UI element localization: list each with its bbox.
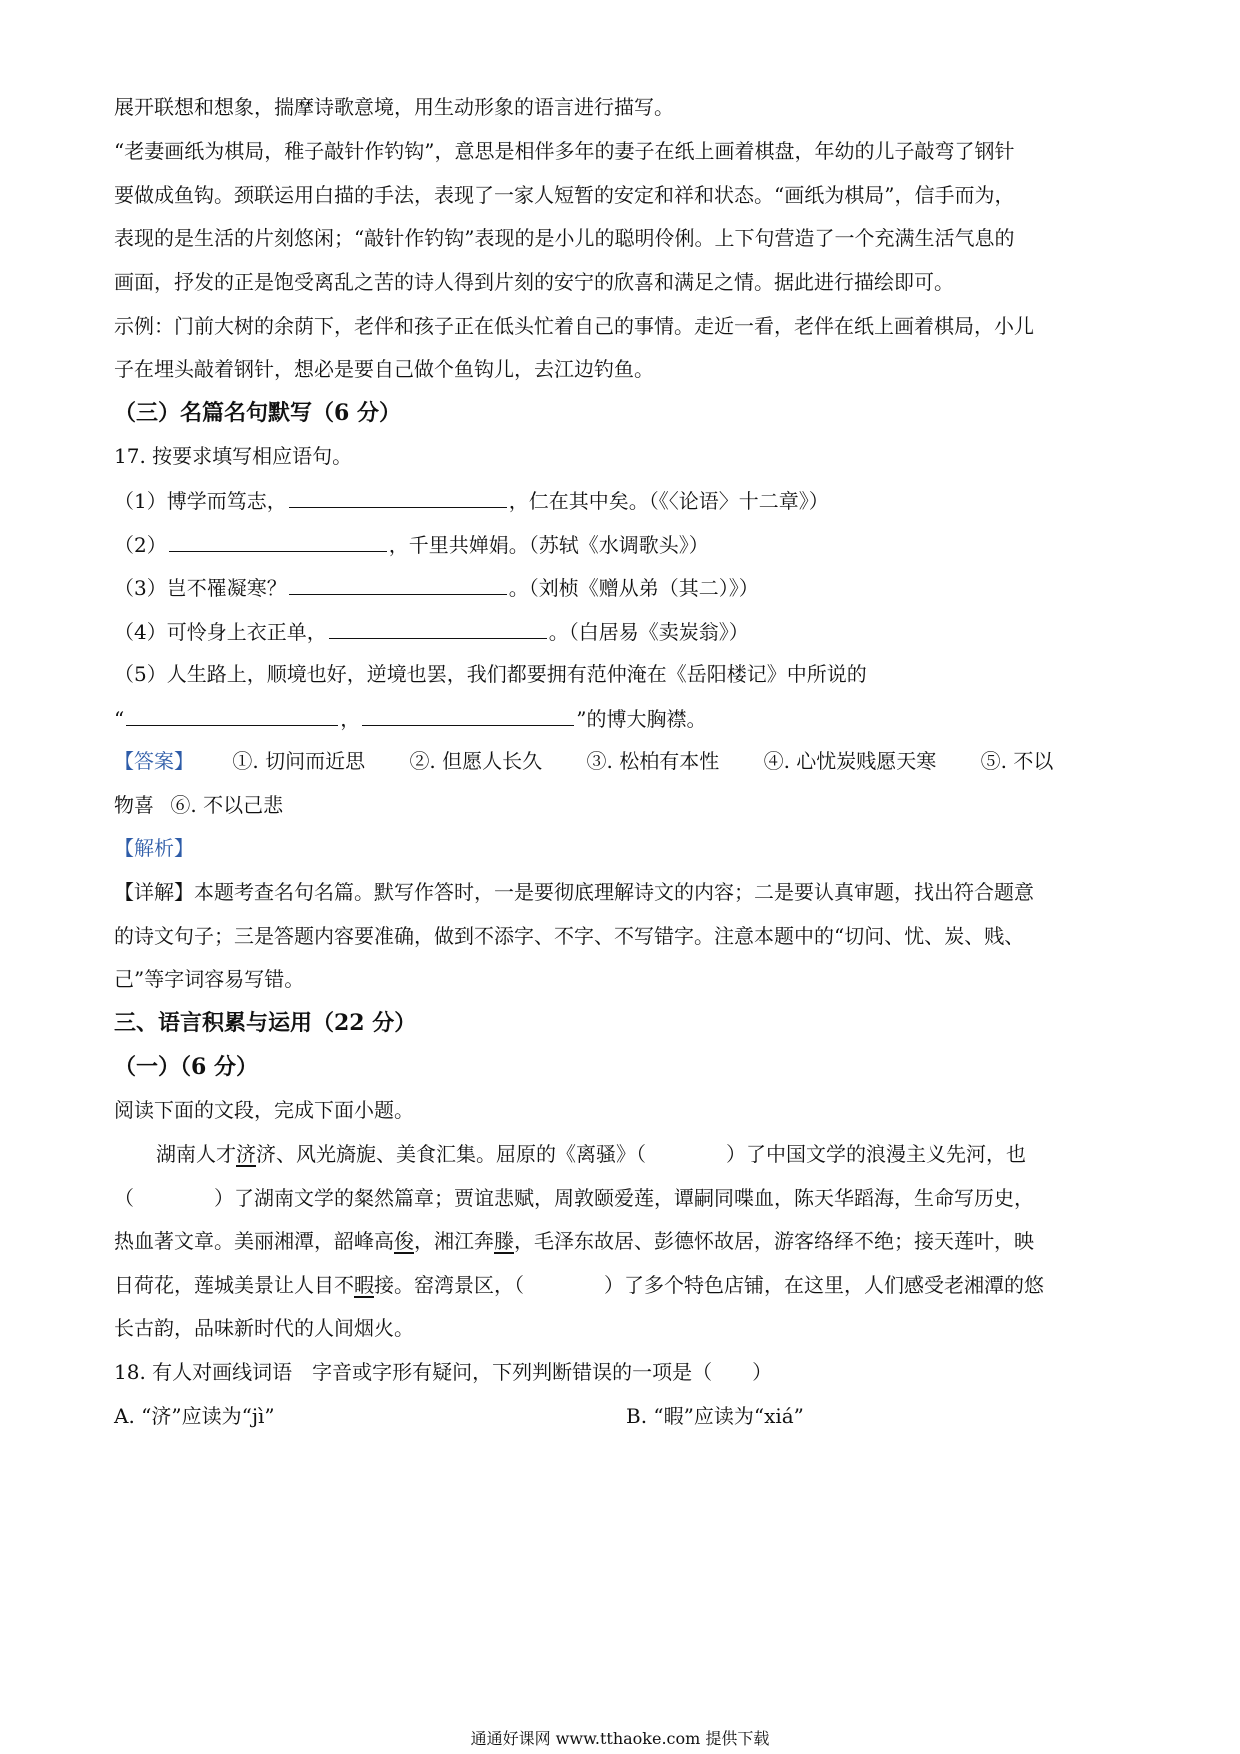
fill-blank [362, 703, 574, 726]
analysis-line: 表现的是生活的片刻悠闲；“敲针作钓钩”表现的是小儿的聪明伶俐。上下句营造了一个充满生活气息的 [114, 226, 1015, 250]
item-text: （1）博学而笃志， [114, 489, 287, 513]
fill-blank [126, 703, 338, 726]
item-text: （2） [114, 533, 167, 557]
question-stem: 17. 按要求填写相应语句。 [114, 444, 353, 468]
passage-line [114, 1270, 1134, 1300]
answer-item: ⑥. 不以己悲 [170, 793, 284, 817]
reading-intro: 阅读下面的文段，完成下面小题。 [114, 1098, 414, 1122]
passage-line [156, 1139, 1136, 1169]
question-item-1 [114, 485, 1134, 516]
answer-tag: 【答案】 [114, 749, 194, 773]
analysis-line: 展开联想和想象，揣摩诗歌意境，用生动形象的语言进行描写。 [114, 95, 674, 119]
answer-item: ②. 但愿人长久 [409, 749, 543, 773]
item-text: 。（刘桢《赠从弟（其二）》） [508, 576, 759, 600]
question-item-5-blanks [114, 703, 1134, 734]
item-text: （4）可怜身上衣正单， [114, 620, 327, 644]
answer-item: ①. 切问而近思 [232, 749, 366, 773]
option-b: B. “暇”应读为“xiá” [626, 1404, 804, 1428]
item-text: ， [340, 707, 361, 731]
analysis-line: “老妻画纸为棋局，稚子敲针作钓钩”，意思是相伴多年的妻子在纸上画着棋盘，年幼的儿子敲弯了钢针 [114, 139, 1015, 163]
item-text: （3）岂不罹凝寒？ [114, 576, 287, 600]
example-line: 子在埋头敲着钢针，想必是要自己做个鱼钩儿，去江边钓鱼。 [114, 357, 654, 381]
fill-blank [289, 572, 507, 595]
passage-text: 热血著文章。美丽湘潭，韶峰高 [114, 1229, 394, 1253]
item-text: ”的博大胸襟。 [576, 707, 707, 731]
fill-blank [289, 485, 507, 508]
answer-line [114, 790, 1134, 820]
passage-text: ）了中国文学的浪漫主义先河，也 [726, 1142, 1026, 1166]
page-footer: 通通好课网 www.tthaoke.com 提供下载 [470, 1729, 770, 1748]
passage-text: 接。窑湾景区，（ [374, 1273, 524, 1297]
underlined-char: 暇 [354, 1273, 374, 1297]
passage-line: 长古韵，品味新时代的人间烟火。 [114, 1316, 414, 1340]
underlined-char: 济 [236, 1142, 256, 1166]
question-item-4 [114, 616, 1134, 647]
detail-line [114, 877, 1134, 907]
passage-text: ，湘江奔 [414, 1229, 494, 1253]
detail-line: 己”等字词容易写错。 [114, 967, 305, 991]
passage-text: ）了多个特色店铺，在这里，人们感受老湘潭的悠 [604, 1273, 1044, 1297]
answer-item: ④. 心忧炭贱愿天寒 [763, 749, 937, 773]
passage-line [114, 1183, 1134, 1213]
answer-item: 物喜 [114, 793, 154, 817]
fill-blank [169, 529, 387, 552]
passage-text: 湖南人才 [156, 1142, 236, 1166]
option-a: A. “济”应读为“jì” [114, 1404, 275, 1428]
question-item-5: （5）人生路上，顺境也好，逆境也罢，我们都要拥有范仲淹在《岳阳楼记》中所说的 [114, 662, 867, 686]
answer-item: ③. 松柏有本性 [586, 749, 720, 773]
item-text: ，仁在其中矣。（《〈论语〉十二章》） [508, 489, 829, 513]
analysis-line: 画面，抒发的正是饱受离乱之苦的诗人得到片刻的安宁的欣喜和满足之情。据此进行描绘即可。 [114, 270, 954, 294]
passage-text: ，毛泽东故居、彭德怀故居，游客络绎不绝；接天莲叶，映 [514, 1229, 1034, 1253]
analysis-line: 要做成鱼钩。颈联运用白描的手法，表现了一家人短暂的安定和祥和状态。“画纸为棋局”，信手而为， [114, 183, 1015, 207]
example-line: 示例：门前大树的余荫下，老伴和孩子正在低头忙着自己的事情。走近一看，老伴在纸上画着棋局，小儿 [114, 314, 1034, 338]
passage-text: （ [114, 1186, 134, 1210]
fill-blank [329, 616, 547, 639]
answer-item: ⑤. 不以 [980, 749, 1054, 773]
passage-text: ）了湖南文学的粲然篇章；贾谊悲赋，周敦颐爱莲，谭嗣同喋血，陈天华蹈海，生命写历史， [214, 1186, 1034, 1210]
underlined-char: 滕 [494, 1229, 514, 1253]
passage-line [114, 1226, 1134, 1256]
underlined-char: 俊 [394, 1229, 414, 1253]
part-heading: 三、语言积累与运用（22 分） [114, 1010, 417, 1036]
question-item-2 [114, 529, 1134, 560]
question-item-3 [114, 572, 1134, 603]
detail-line: 的诗文句子；三是答题内容要准确，做到不添字、不字、不写错字。注意本题中的“切问、忧、炭、贱、 [114, 924, 1025, 948]
detail-text: 本题考查名句名篇。默写作答时，一是要彻底理解诗文的内容；二是要认真审题，找出符合题意 [194, 880, 1034, 904]
analysis-tag: 【解析】 [114, 836, 194, 860]
sub-heading: （一）（6 分） [114, 1054, 258, 1080]
item-text: ，千里共婵娟。（苏轼《水调歌头》） [388, 533, 709, 557]
item-text: “ [114, 707, 125, 731]
section-heading: （三）名篇名句默写（6 分） [114, 400, 401, 426]
question-stem: 18. 有人对画线词语 字音或字形有疑问，下列判断错误的一项是（ ） [114, 1360, 773, 1384]
passage-text: 日荷花，莲城美景让人目不 [114, 1273, 354, 1297]
passage-text: 济、风光旖旎、美食汇集。屈原的《离骚》（ [256, 1142, 646, 1166]
detail-tag: 【详解】 [114, 880, 194, 904]
answer-line [114, 746, 1134, 776]
item-text: 。（白居易《卖炭翁》） [548, 620, 749, 644]
